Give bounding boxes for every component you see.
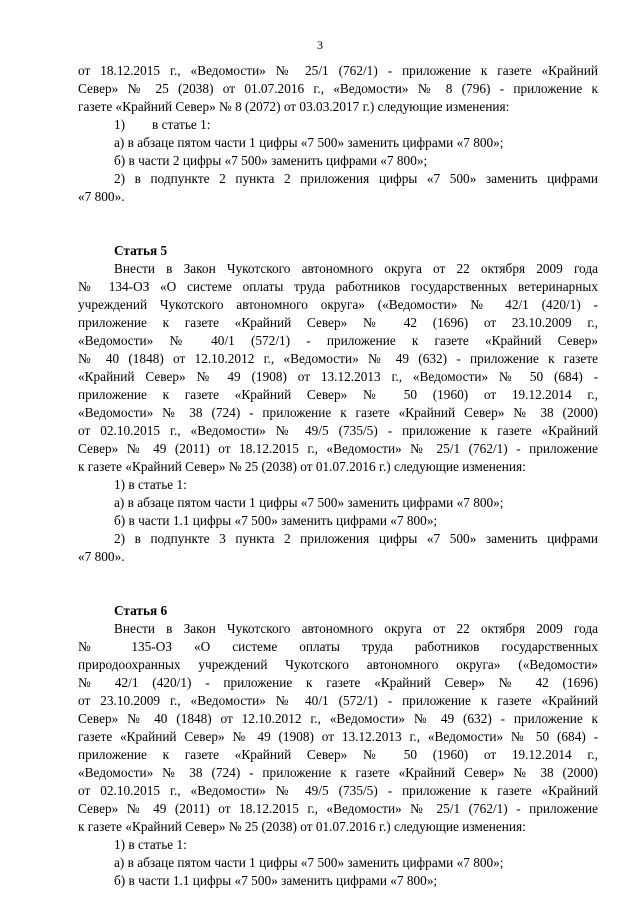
article-heading: Статья 6: [114, 603, 168, 618]
text-line: от 23.10.2009 г., «Ведомости» № 40/1 (572/1) - приложение к газете «Крайний: [78, 693, 598, 708]
list-item: а) в абзаце пятом части 1 цифры «7 500» заменить цифрами «7 800»;: [114, 495, 504, 510]
text-line: приложение к газете «Крайний Север» № 50 (1960) от 19.12.2014 г.,: [78, 747, 598, 762]
text-line: Север» № 25 (2038) от 01.07.2016 г., «Ведомости» № 8 (796) - приложение к: [78, 81, 598, 96]
text-line: «Крайний Север» № 49 (1908) от 13.12.2013 г., «Ведомости» № 50 (684) -: [78, 369, 598, 384]
text-line: № 134-ОЗ «О системе оплаты труда работников государственных ветеринарных: [78, 279, 598, 294]
text-line: от 02.10.2015 г., «Ведомости» № 49/5 (735/5) - приложение к газете «Крайний: [78, 783, 598, 798]
text-line: 2) в подпункте 3 пункта 2 приложения цифры «7 500» заменить цифрами: [114, 531, 598, 546]
text-line: «7 800».: [78, 549, 125, 564]
text-line: к газете «Крайний Север» № 25 (2038) от 01.07.2016 г.) следующие изменения:: [78, 819, 526, 834]
list-item: 1) в статье 1:: [114, 477, 187, 492]
list-item: а) в абзаце пятом части 1 цифры «7 500» заменить цифрами «7 800»;: [114, 135, 504, 150]
text-line: № 135-ОЗ «О системе оплаты труда работников государственных: [78, 639, 598, 654]
text-line: 2) в подпункте 2 пункта 2 приложения цифры «7 500» заменить цифрами: [114, 171, 598, 186]
text-line: природоохранных учреждений Чукотского автономного округа» («Ведомости»: [78, 657, 598, 672]
text-line: учреждений Чукотского автономного округа» («Ведомости» № 42/1 (420/1) -: [78, 297, 598, 312]
list-item-number: 1): [114, 117, 126, 132]
document-body: [78, 62, 598, 890]
list-item: 1) в статье 1:: [114, 837, 187, 852]
text-line: Север» № 49 (2011) от 18.12.2015 г., «Ведомости» № 25/1 (762/1) - приложение: [78, 801, 598, 816]
text-line: Север» № 40 (1848) от 12.10.2012 г., «Ведомости» № 49 (632) - приложение к: [78, 711, 598, 726]
article-paragraph: [78, 260, 598, 476]
list-item: б) в части 1.1 цифры «7 500» заменить цифрами «7 800»;: [114, 873, 438, 888]
article-heading: Статья 5: [114, 243, 168, 258]
article-paragraph: [78, 620, 598, 836]
text-line: «Ведомости» № 38 (724) - приложение к газете «Крайний Север» № 38 (2000): [78, 765, 598, 780]
text-line: № 42/1 (420/1) - приложение к газете «Крайний Север» № 42 (1696): [78, 675, 598, 690]
text-line: газете «Крайний Север» № 49 (1908) от 13.12.2013 г., «Ведомости» № 50 (684) -: [78, 729, 598, 744]
list-item: б) в части 2 цифры «7 500» заменить цифрами «7 800»;: [114, 153, 428, 168]
page-number: 3: [317, 38, 323, 52]
text-line: Внести в Закон Чукотского автономного округа от 22 октября 2009 года: [114, 621, 598, 636]
list-item: а) в абзаце пятом части 1 цифры «7 500» заменить цифрами «7 800»;: [114, 855, 504, 870]
list-item: [78, 116, 598, 134]
spacer: [78, 224, 598, 242]
text-line: приложение к газете «Крайний Север» № 42 (1696) от 23.10.2009 г.,: [78, 315, 598, 330]
list-item: б) в части 1.1 цифры «7 500» заменить цифрами «7 800»;: [114, 513, 438, 528]
spacer: [78, 566, 598, 584]
spacer: [78, 206, 598, 224]
spacer: [78, 584, 598, 602]
text-line: № 40 (1848) от 12.10.2012 г., «Ведомости» № 49 (632) - приложение к газете: [78, 351, 598, 366]
text-line: от 18.12.2015 г., «Ведомости» № 25/1 (762/1) - приложение к газете «Крайний: [78, 63, 598, 78]
text-line: от 02.10.2015 г., «Ведомости» № 49/5 (735/5) - приложение к газете «Крайний: [78, 423, 598, 438]
text-line: газете «Крайний Север» № 8 (2072) от 03.03.2017 г.) следующие изменения:: [78, 99, 510, 114]
text-line: «7 800».: [78, 189, 125, 204]
text-line: «Ведомости» № 38 (724) - приложение к газете «Крайний Север» № 38 (2000): [78, 405, 598, 420]
text-line: приложение к газете «Крайний Север» № 50 (1960) от 19.12.2014 г.,: [78, 387, 598, 402]
list-item-text: в статье 1:: [152, 117, 211, 132]
text-line: Север» № 49 (2011) от 18.12.2015 г., «Ведомости» № 25/1 (762/1) - приложение: [78, 441, 598, 456]
text-line: «Ведомости» № 40/1 (572/1) - приложение к газете «Крайний Север»: [78, 333, 598, 348]
text-line: к газете «Крайний Север» № 25 (2038) от 01.07.2016 г.) следующие изменения:: [78, 459, 526, 474]
continuation-paragraph: [78, 62, 598, 116]
text-line: Внести в Закон Чукотского автономного округа от 22 октября 2009 года: [114, 261, 598, 276]
